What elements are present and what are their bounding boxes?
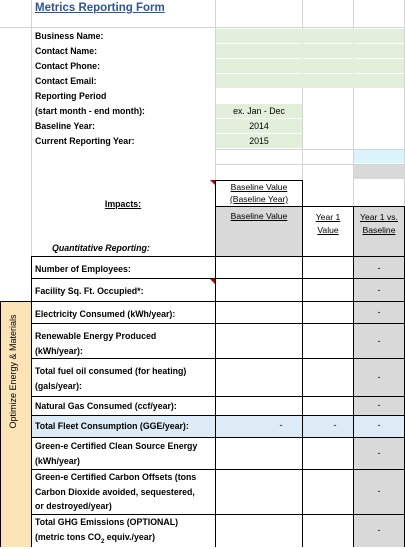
baseline-value-header-line1: Baseline Value [230, 182, 288, 192]
fuel-oil-baseline-input[interactable] [216, 359, 302, 396]
baseline-value-header-line2: (Baseline Year) [229, 194, 289, 204]
greene-energy-baseline-input[interactable] [216, 438, 302, 469]
comment-marker [210, 180, 215, 185]
current-year-field[interactable]: 2015 [216, 134, 302, 148]
contact-phone-label: Contact Phone: [35, 61, 100, 71]
row-greene-offsets-line1: Green-e Certified Carbon Offsets (tons [35, 472, 197, 482]
row-fuel-oil-line1: Total fuel oil consumed (for heating) [35, 366, 187, 376]
renewable-baseline-input[interactable] [216, 324, 302, 358]
row-ghg-label [35, 515, 178, 549]
reporting-period-label: Reporting Period [35, 91, 107, 101]
side-category-label: Optimize Energy & Materials [8, 314, 18, 429]
row-facility-label: Facility Sq. Ft. Occupied*: [35, 286, 144, 296]
business-name-field[interactable] [216, 29, 404, 43]
comment-marker [210, 279, 215, 284]
border [0, 301, 1, 547]
fleet-comparison: - [377, 420, 381, 430]
row-greene-offsets-line2: Carbon Dioxide avoided, sequestered, [35, 486, 195, 497]
row-greene-offsets-label [35, 470, 196, 514]
contact-email-field[interactable] [216, 74, 404, 88]
electricity-comparison: - [377, 307, 381, 317]
border [31, 396, 405, 397]
row-employees-label: Number of Employees: [35, 264, 131, 274]
fuel-oil-year1-input[interactable] [303, 359, 353, 396]
reporting-period-sublabel: (start month - end month): [35, 106, 145, 116]
col-year1-vs-line1: Year 1 vs. [360, 212, 398, 222]
grid-line [0, 27, 405, 28]
col-year1-value-line1: Year 1 [315, 212, 341, 222]
electricity-baseline-input[interactable] [216, 302, 302, 323]
border [31, 358, 405, 359]
natural-gas-comparison: - [377, 400, 381, 410]
border [31, 278, 405, 279]
border [31, 256, 405, 257]
facility-comparison: - [377, 285, 381, 295]
ghg-baseline-input[interactable] [216, 515, 302, 547]
border [215, 180, 303, 181]
border [353, 206, 354, 547]
ghg-comparison: - [377, 525, 381, 535]
row-greene-offsets-line3: or destroyed/year) [35, 501, 112, 511]
greene-offsets-comparison: - [377, 486, 381, 496]
baseline-value-header [216, 181, 302, 205]
row-ghg-line2b: equiv./year) [104, 531, 156, 542]
page-title: Metrics Reporting Form [35, 2, 165, 14]
employees-year1-input[interactable] [303, 257, 353, 278]
border [0, 301, 405, 302]
border [31, 469, 405, 470]
border [31, 256, 32, 547]
col-year1-vs-line2: Baseline [362, 225, 396, 235]
ghg-year1-input[interactable] [303, 515, 353, 547]
greene-energy-year1-input[interactable] [303, 438, 353, 469]
impacts-label: Impacts: [104, 199, 142, 209]
facility-year1-input[interactable] [303, 279, 353, 301]
row-ghg-subscript: 2 [101, 538, 105, 545]
greene-offsets-year1-input[interactable] [303, 470, 353, 514]
contact-email-label: Contact Email: [35, 76, 97, 86]
row-greene-energy-line2: (kWh/year) [35, 455, 80, 466]
highlight-cell [354, 150, 404, 163]
fleet-baseline-value: - [279, 420, 283, 430]
row-electricity-label: Electricity Consumed (kWh/year): [35, 309, 176, 319]
border [215, 206, 405, 207]
col-year1-vs-baseline [354, 211, 404, 237]
baseline-year-label: Baseline Year: [35, 121, 95, 131]
facility-baseline-input[interactable] [216, 279, 302, 301]
col-year1-value-line2: Value [317, 225, 339, 235]
row-renewable-label [35, 329, 156, 358]
border [215, 206, 216, 547]
greene-offsets-baseline-input[interactable] [216, 470, 302, 514]
fleet-year1-value: - [333, 420, 337, 430]
renewable-year1-input[interactable] [303, 324, 353, 358]
border [31, 415, 405, 416]
natural-gas-baseline-input[interactable] [216, 397, 302, 415]
row-greene-energy-line1: Green-e Certified Clean Source Energy [35, 441, 198, 451]
grey-cell [354, 165, 404, 179]
border [31, 514, 405, 515]
employees-comparison: - [377, 263, 381, 273]
row-greene-energy-label [35, 439, 197, 468]
row-renewable-line1: Renewable Energy Produced [35, 331, 157, 341]
fuel-oil-comparison: - [377, 372, 381, 382]
electricity-year1-input[interactable] [303, 302, 353, 323]
row-ghg-line2 [35, 530, 178, 549]
quantitative-reporting-label: Quantitative Reporting: [52, 243, 150, 253]
renewable-comparison: - [377, 336, 381, 346]
contact-name-field[interactable] [216, 44, 404, 58]
current-year-label: Current Reporting Year: [35, 136, 135, 146]
row-fuel-oil-line2: (gals/year): [35, 380, 82, 391]
baseline-year-field[interactable]: 2014 [216, 119, 302, 133]
row-natural-gas-label: Natural Gas Consumed (ccf/year): [35, 401, 177, 411]
border [302, 180, 303, 206]
col-year1-value [303, 211, 353, 237]
row-fleet-label: Total Fleet Consumption (GGE/year): [35, 421, 189, 431]
contact-name-label: Contact Name: [35, 46, 98, 56]
natural-gas-year1-input[interactable] [303, 397, 353, 415]
border [31, 323, 405, 324]
reporting-period-field[interactable]: ex. Jan - Dec [216, 104, 302, 118]
row-ghg-line1: Total GHG Emissions (OPTIONAL) [35, 517, 179, 527]
border [302, 206, 303, 547]
employees-baseline-input[interactable] [216, 257, 302, 278]
contact-phone-field[interactable] [216, 59, 404, 73]
row-renewable-line2: (kWh/year): [35, 345, 83, 356]
col-baseline-value: Baseline Value [230, 211, 288, 221]
greene-energy-comparison: - [377, 448, 381, 458]
border [215, 180, 216, 206]
row-fuel-oil-label [35, 364, 186, 393]
business-name-label: Business Name: [35, 31, 104, 41]
row-ghg-line2a: (metric tons CO [35, 531, 101, 542]
border [31, 437, 405, 438]
